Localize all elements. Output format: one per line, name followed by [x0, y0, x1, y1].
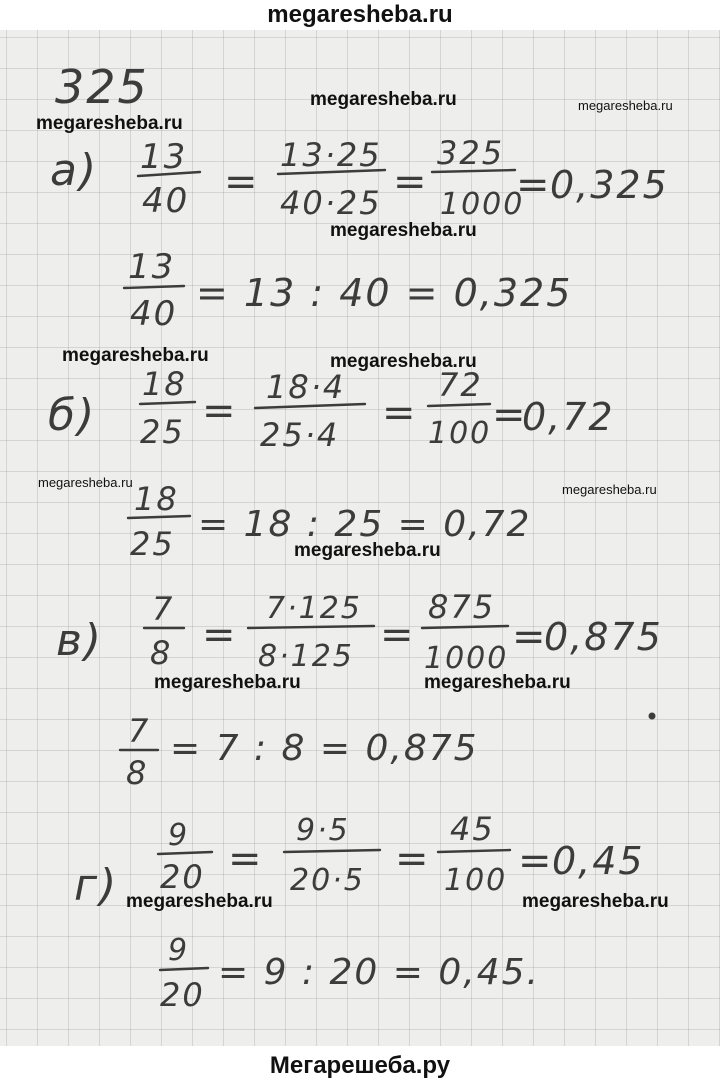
part-b2-n1: 18: [134, 480, 179, 518]
part-v-d1: 8: [150, 634, 173, 672]
part-a-d3: 1000: [440, 187, 525, 222]
part-b-eq2: =: [382, 390, 418, 436]
part-g-result: 0,45: [552, 839, 645, 883]
watermark: megaresheba.ru: [330, 351, 477, 372]
fraction-bar: [284, 850, 380, 852]
part-v-label: в): [56, 615, 104, 666]
part-g-d2: 20·5: [290, 863, 365, 898]
part-v-eq3: =: [512, 614, 548, 660]
part-a-eq1: =: [224, 159, 260, 205]
part-a2-n1: 13: [128, 247, 176, 287]
part-v-n3: 875: [428, 588, 496, 626]
site-header: [0, 0, 720, 30]
part-v2-n1: 7: [128, 712, 151, 750]
site-header-text[interactable]: megaresheba.ru: [267, 1, 453, 28]
part-g-n2: 9·5: [296, 813, 350, 848]
part-g-n1: 9: [168, 818, 190, 853]
fraction-bar: [160, 968, 208, 970]
part-b-d3: 100: [428, 416, 492, 451]
part-b-eq1: =: [202, 388, 238, 434]
fraction-bar: [428, 404, 490, 406]
part-v2-d1: 8: [126, 754, 149, 792]
part-v-n1: 7: [152, 590, 175, 628]
watermark: megaresheba.ru: [38, 475, 133, 490]
fraction-bar: [158, 852, 212, 854]
part-v-n2: 7·125: [266, 591, 362, 626]
part-a-result: 0,325: [550, 163, 669, 207]
part-b-d1: 25: [140, 413, 185, 451]
part-a-n3: 325: [437, 134, 505, 172]
part-a-label: а): [50, 145, 99, 196]
watermark: megaresheba.ru: [36, 113, 183, 134]
part-g-d3: 100: [444, 863, 508, 898]
part-b-label: б): [48, 390, 97, 441]
watermark: megaresheba.ru: [154, 672, 301, 693]
part-v2-rest: = 7 : 8 = 0,875: [170, 728, 479, 769]
part-b-result: 0,72: [522, 395, 615, 439]
part-g-d1: 20: [160, 858, 205, 896]
part-b-n2: 18·4: [266, 368, 346, 406]
part-g-eq2: =: [395, 836, 431, 882]
part-g-eq1: =: [228, 836, 264, 882]
watermark: megaresheba.ru: [424, 672, 571, 693]
part-a-n1: 13: [140, 137, 188, 177]
part-b-n3: 72: [438, 366, 483, 404]
part-b-eq3: =: [492, 392, 528, 438]
fraction-bar: [438, 850, 510, 852]
part-a-d1: 40: [142, 181, 190, 221]
fraction-bar: [248, 626, 374, 628]
watermark: megaresheba.ru: [310, 89, 457, 110]
watermark: megaresheba.ru: [330, 220, 477, 241]
site-footer-text[interactable]: Мегарешеба.ру: [269, 1052, 451, 1079]
part-g2-rest: = 9 : 20 = 0,45.: [218, 952, 540, 993]
part-b-n1: 18: [142, 365, 187, 403]
fraction-bar: [422, 626, 508, 628]
part-g2-d1: 20: [160, 976, 205, 1014]
ink-dot: [649, 713, 656, 720]
part-b2-rest: = 18 : 25 = 0,72: [198, 504, 532, 545]
part-v-eq2: =: [380, 612, 416, 658]
part-g2-n1: 9: [168, 933, 190, 968]
part-v-result: 0,875: [544, 615, 663, 659]
part-g-label: г): [74, 860, 119, 911]
part-v-eq1: =: [202, 612, 238, 658]
part-b-d2: 25·4: [260, 416, 340, 454]
part-v-d3: 1000: [424, 641, 509, 676]
part-g-eq3: =: [518, 838, 554, 884]
part-v-d2: 8·125: [258, 639, 354, 674]
watermark: megaresheba.ru: [126, 891, 273, 912]
part-a-eq2: =: [393, 159, 429, 205]
watermark: megaresheba.ru: [62, 345, 209, 366]
watermark: megaresheba.ru: [578, 98, 673, 113]
part-g-n3: 45: [450, 810, 495, 848]
watermark: megaresheba.ru: [522, 891, 669, 912]
part-a-n2: 13·25: [280, 136, 382, 174]
part-a-eq3: =: [516, 162, 552, 208]
site-footer: [0, 1046, 720, 1086]
watermark: megaresheba.ru: [294, 540, 441, 561]
part-b2-d1: 25: [130, 525, 175, 563]
watermark: megaresheba.ru: [562, 482, 657, 497]
part-a-d2: 40·25: [280, 184, 382, 222]
part-a2-rest: = 13 : 40 = 0,325: [196, 271, 573, 315]
problem-number: 325: [55, 60, 149, 114]
part-a2-d1: 40: [130, 294, 178, 334]
